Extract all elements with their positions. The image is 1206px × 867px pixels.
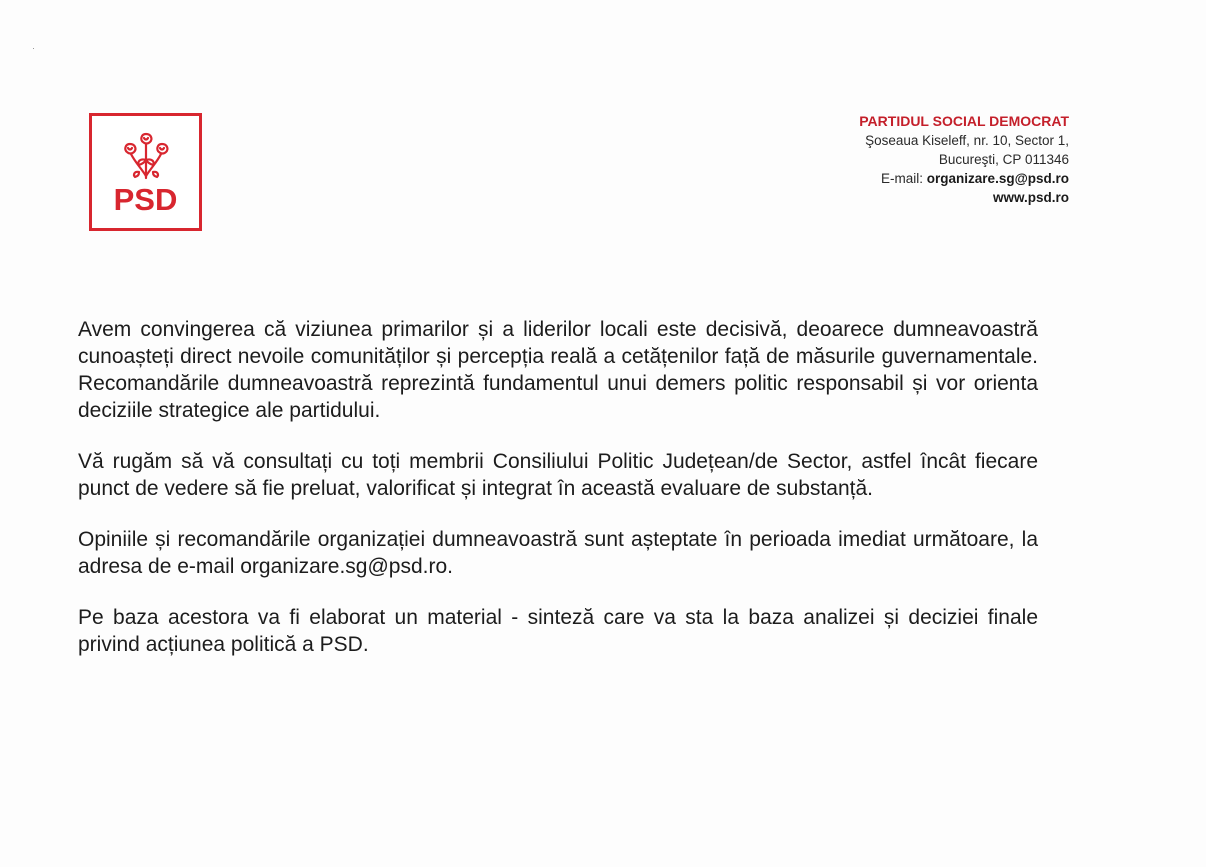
roses-icon <box>117 130 175 182</box>
address-line-2: Bucureşti, CP 011346 <box>938 152 1069 167</box>
psd-logo-text: PSD <box>113 182 178 217</box>
email-line <box>859 169 1069 188</box>
party-name: PARTIDUL SOCIAL DEMOCRAT <box>859 113 1069 129</box>
website-link[interactable]: www.psd.ro <box>992 190 1069 205</box>
address-line-1: Şoseaua Kiseleff, nr. 10, Sector 1, <box>865 133 1069 148</box>
scan-speck: · <box>32 43 35 53</box>
paragraph-2: Vă rugăm să vă consultați cu toți membrii Consiliului Politic Județean/de Sector, astfel încât fiecare punct de vedere să fie preluat, valorificat și integrat în această evaluare de substanță. <box>78 450 1038 500</box>
paragraph-1: Avem convingerea că viziunea primarilor și a liderilor locali este decisivă, deoarece dumneavoastră cunoașteți direct nevoile comunităților și percepția reală a cetățenilor față de măsurile guvernamentale. Recomandările dumneavoastră reprezintă fundamentul unui demers politic responsabil și vor orienta deciziile strategice ale partidului. <box>78 318 1038 422</box>
psd-logo <box>89 113 202 231</box>
paragraph-4: Pe baza acestora va fi elaborat un material - sinteză care va sta la baza analizei și deciziei finale privind acțiunea politică a PSD. <box>78 606 1038 656</box>
paragraph-3: Opiniile și recomandările organizației dumneavoastră sunt așteptate în perioada imediat următoare, la adresa de e-mail organizare.sg@psd.ro. <box>78 528 1038 578</box>
email-link[interactable]: organizare.sg@psd.ro <box>926 171 1069 186</box>
letter-body <box>78 316 1038 682</box>
email-label: E-mail: <box>881 171 927 186</box>
letterhead-contact <box>859 112 1069 207</box>
